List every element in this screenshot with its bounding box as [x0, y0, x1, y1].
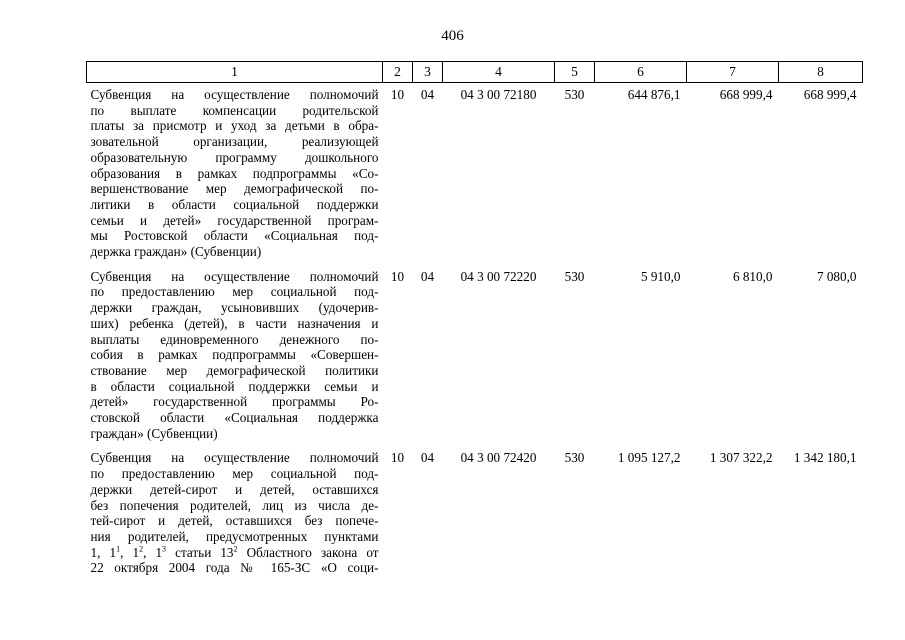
- section-code: 10: [390, 87, 405, 102]
- row-description: [87, 83, 383, 269]
- header-cell-3: 3: [413, 62, 443, 83]
- description-line: образовательную программу дошкольного: [90, 149, 379, 165]
- description-line: семьи и детей» государственной програм-: [90, 212, 379, 228]
- subsection-code: 04: [420, 87, 435, 102]
- description-line: Субвенция на осуществление полномочий: [90, 87, 379, 102]
- description-line: Субвенция на осуществление полномочий: [90, 450, 379, 466]
- description-line: граждан» (Субвенции): [90, 425, 218, 441]
- text-part: , 1: [143, 544, 163, 560]
- description-line: держка граждан» (Субвенции): [90, 244, 262, 260]
- budget-table: [86, 61, 863, 585]
- header-cell-4: 4: [443, 62, 555, 83]
- header-cell-2: 2: [383, 62, 413, 83]
- superscript: 3: [162, 544, 167, 554]
- row-description: [87, 450, 383, 585]
- description-line: держки детей-сирот и детей, оставшихся: [90, 481, 379, 497]
- amount-col-6: 644 876,1: [627, 87, 681, 102]
- description-line: по предоставлению мер социальной под-: [90, 466, 379, 482]
- subsection-code: 04: [420, 450, 435, 466]
- table-row: [87, 83, 863, 269]
- text-part: статьи 13: [166, 544, 234, 560]
- description-line: держки граждан, усыновивших (удочерив-: [90, 300, 379, 316]
- header-row: [87, 62, 863, 83]
- table-row: [87, 450, 863, 585]
- description-line: 22 октября 2004 года № 165-ЗС «О соци-: [90, 560, 379, 576]
- amount-col-6: 5 910,0: [640, 268, 681, 284]
- text-part: Областного закона от: [237, 544, 379, 560]
- amount-col-7: 6 810,0: [732, 268, 773, 284]
- description-line: зовательной организации, реализующей: [90, 134, 379, 150]
- description-line-with-superscripts: [91, 545, 379, 561]
- superscript: 2: [233, 544, 238, 554]
- subsection-code: 04: [420, 268, 435, 284]
- section-code: 10: [390, 268, 405, 284]
- text-part: 1, 1: [90, 544, 117, 560]
- description-line: ствование мер демографической политики: [90, 362, 379, 378]
- description-line: по выплате компенсации родительской: [90, 102, 379, 118]
- target-article-code: 04 3 00 72420: [460, 450, 537, 466]
- header-cell-7: 7: [687, 62, 779, 83]
- table-row: [87, 269, 863, 451]
- text-part: , 1: [120, 544, 140, 560]
- description-line: образования в рамках подпрограммы «Со-: [90, 165, 379, 181]
- target-article-code: 04 3 00 72180: [460, 87, 537, 102]
- description-line: детей» государственной программы Ро-: [90, 394, 379, 410]
- description-line: литики в области социальной поддержки: [90, 196, 379, 212]
- row-description: [87, 269, 383, 451]
- page-number: 406: [441, 28, 464, 44]
- description-line: без попечения родителей, лиц из числа де-: [90, 497, 379, 513]
- description-line: Субвенция на осуществление полномочий: [90, 268, 379, 284]
- header-cell-5: 5: [555, 62, 595, 83]
- description-line: стовской области «Социальная поддержка: [90, 410, 379, 426]
- amount-col-8: 668 999,4: [803, 87, 857, 102]
- expense-type-code: 530: [564, 268, 585, 284]
- description-line: платы за присмотр и уход за детьми в обра-: [90, 118, 379, 134]
- description-line: в области социальной поддержки семьи и: [90, 378, 379, 394]
- description-line: по предоставлению мер социальной под-: [90, 284, 379, 300]
- amount-col-7: 1 307 322,2: [709, 450, 773, 466]
- header-cell-6: 6: [595, 62, 687, 83]
- amount-col-8: 1 342 180,1: [793, 450, 857, 466]
- target-article-code: 04 3 00 72220: [460, 268, 537, 284]
- description-line: мы Ростовской области «Социальная под-: [90, 228, 379, 244]
- amount-col-6: 1 095 127,2: [617, 450, 681, 466]
- header-cell-8: 8: [779, 62, 863, 83]
- description-line: вершенствование мер демографической по-: [90, 181, 379, 197]
- header-cell-1: 1: [87, 62, 383, 83]
- description-line: собия в рамках подпрограммы «Совершен-: [90, 347, 379, 363]
- description-line: тей-сирот и детей, оставшихся без попече-: [90, 513, 379, 529]
- superscript: 2: [139, 544, 144, 554]
- expense-type-code: 530: [564, 450, 585, 466]
- amount-col-7: 668 999,4: [719, 87, 773, 102]
- description-line: ния родителей, предусмотренных пунктами: [90, 528, 379, 544]
- expense-type-code: 530: [564, 87, 585, 102]
- section-code: 10: [390, 450, 405, 466]
- description-line: выплаты единовременного денежного по-: [90, 331, 379, 347]
- amount-col-8: 7 080,0: [816, 268, 857, 284]
- description-line: ших) ребенка (детей), в части назначения и: [90, 315, 379, 331]
- superscript: 1: [116, 544, 121, 554]
